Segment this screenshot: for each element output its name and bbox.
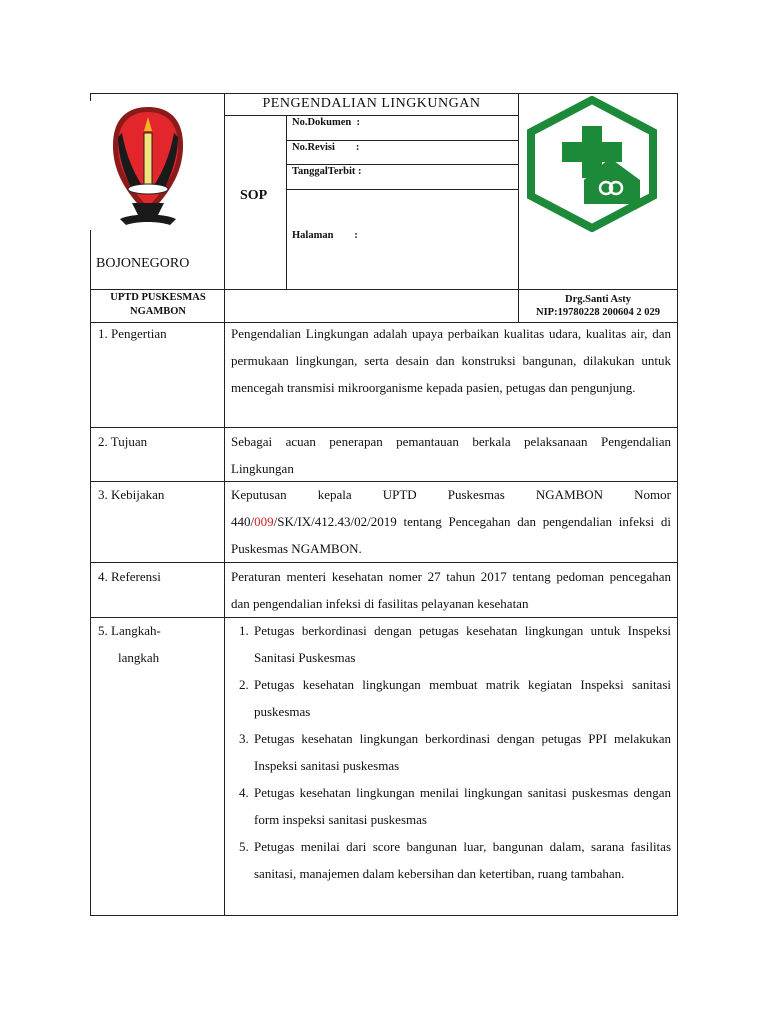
- steps-list: [229, 617, 671, 887]
- section-text-pengertian: Pengendalian Lingkungan adalah upaya perbaikan kualitas udara, kualitas air, dan permukaan lingkungan, serta desain dan konstruksi bangunan, dilakukan untuk mencegah transmisi mikroorganisme kepada pasien, petugas dan pengunjung.: [231, 326, 671, 395]
- kebijakan-text-start: Keputusan kepala UPTD Puskesmas NGAMBON Nomor 440/: [231, 487, 671, 529]
- signer-name: Drg.Santi Asty: [565, 294, 631, 305]
- section-label-tujuan: 2. Tujuan: [98, 434, 148, 449]
- document-title: PENGENDALIAN LINGKUNGAN: [262, 96, 481, 111]
- step-item: 3. Petugas kesehatan lingkungan berkordinasi dengan petugas PPI melakukan Inspeksi sanitasi puskesmas: [252, 725, 671, 779]
- section-text-kebijakan: [231, 481, 671, 562]
- section-label-langkah-line2: langkah: [118, 650, 160, 665]
- section-label-langkah-line1: 5. Langkah-: [98, 623, 161, 638]
- doc-number-field: No.Dokumen :: [292, 117, 360, 128]
- step-item: 4. Petugas kesehatan lingkungan menilai lingkungan sanitasi puskesmas dengan form inspeksi sanitasi puskesmas: [252, 779, 671, 833]
- issue-date-field: TanggalTerbit :: [292, 166, 362, 177]
- kebijakan-text-end: /SK/IX/412.43/02/2019 tentang Pencegahan dan pengendalian infeksi di Puskesmas NGAMBON.: [231, 514, 671, 556]
- signer-nip: NIP:19780228 200604 2 029: [536, 307, 660, 318]
- page-field: Halaman :: [292, 230, 358, 241]
- section-label-kebijakan: 3. Kebijakan: [98, 487, 165, 502]
- section-label-pengertian: 1. Pengertian: [98, 326, 167, 341]
- step-item: 5. Petugas menilai dari score bangunan luar, bangunan dalam, sarana fasilitas sanitasi, manajemen dalam kebersihan dan ketertiban, ruang tambahan.: [252, 833, 671, 887]
- region-name: BOJONEGORO: [96, 256, 190, 271]
- section-text-tujuan: Sebagai acuan penerapan pemantauan berkala pelaksanaan Pengendalian Lingkungan: [231, 434, 671, 476]
- step-item: 2. Petugas kesehatan lingkungan membuat matrik kegiatan Inspeksi sanitasi puskesmas: [252, 671, 671, 725]
- section-label-referensi: 4. Referensi: [98, 569, 161, 584]
- puskesmas-cross-logo-icon: [524, 96, 660, 232]
- steps-list-container: [229, 617, 671, 887]
- kebijakan-number-highlight: 009: [254, 514, 274, 529]
- bojonegoro-crest-icon: [110, 103, 186, 228]
- revision-field: No.Revisi :: [292, 142, 360, 153]
- section-text-referensi: Peraturan menteri kesehatan nomer 27 tahun 2017 tentang pedoman pencegahan dan pengendalian infeksi di fasilitas pelayanan kesehatan: [231, 569, 671, 611]
- step-item: 1. Petugas berkordinasi dengan petugas kesehatan lingkungan untuk Inspeksi Sanitasi Puskesmas: [252, 617, 671, 671]
- sop-label: SOP: [240, 188, 268, 203]
- unit-name: UPTD PUSKESMAS NGAMBON: [110, 292, 206, 317]
- section-label-langkah: [98, 617, 161, 671]
